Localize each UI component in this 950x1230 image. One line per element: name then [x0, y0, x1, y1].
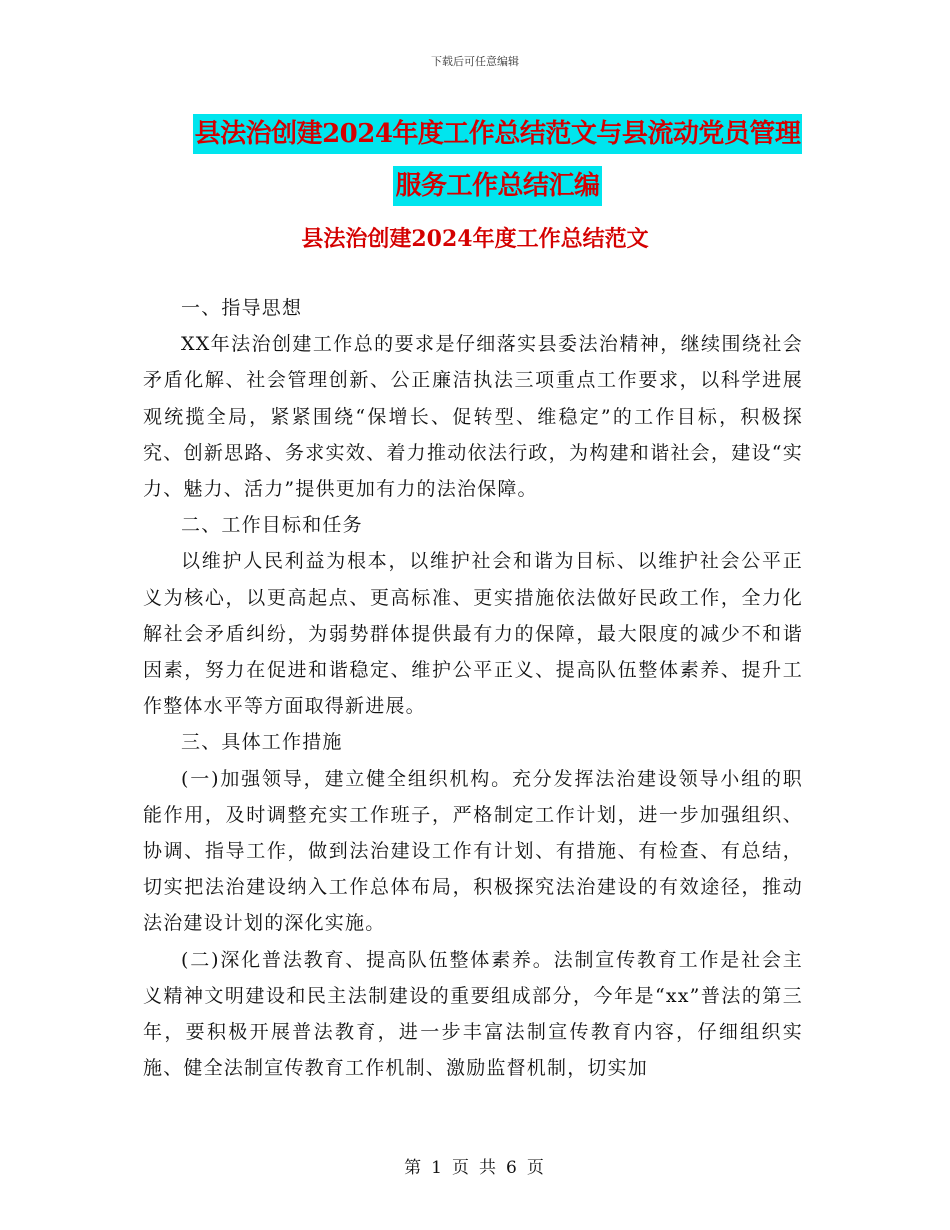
section-title: 县法治创建2024年度工作总结范文 — [301, 226, 649, 252]
footer-total-number: 6 — [506, 1158, 519, 1178]
heading-specific-measures: 三、具体工作措施 — [181, 731, 343, 754]
page-footer — [0, 1153, 950, 1178]
footer-total-unit: 页 — [526, 1158, 546, 1178]
body-text — [143, 290, 803, 1086]
heading-goals-and-tasks: 二、工作目标和任务 — [181, 514, 363, 537]
footer-page-label: 第 — [404, 1158, 424, 1178]
paragraph: (一)加强领导，建立健全组织机构。充分发挥法治建设领导小组的职能作用，及时调整充实工作班子，严格制定工作计划，进一步加强组织、协调、指导工作，做到法治建设工作有计划、有措施、有检查、有总结，切实把法治建设纳入工作总体布局，积极探究法治建设的有效途径，推动法治建设计划的深化实施。 — [143, 767, 803, 935]
footer-page-number: 1 — [431, 1158, 444, 1178]
paragraph: 以维护人民利益为根本，以维护社会和谐为目标、以维护社会公平正义为核心，以更高起点、更高标准、更实措施依法做好民政工作，全力化解社会矛盾纠纷，为弱势群体提供最有力的保障，最大限度的减少不和谐因素，努力在促进和谐稳定、维护公平正义、提高队伍整体素养、提升工作整体水平等方面取得新进展。 — [143, 550, 803, 718]
footer-total-label: 共 — [479, 1158, 498, 1178]
paragraph: XX年法治创建工作总的要求是仔细落实县委法治精神，继续围绕社会矛盾化解、社会管理创新、公正廉洁执法三项重点工作要求，以科学进展观统揽全局，紧紧围绕“保增长、促转型、维稳定”的工作目标，积极探究、创新思路、务求实效、着力推动依法行政，为构建和谐社会，建设“实力、魅力、活力”提供更加有力的法治保障。 — [143, 333, 803, 501]
document-title-line-1: 县法治创建2024年度工作总结范文与县流动党员管理 — [193, 114, 803, 154]
footer-page-unit: 页 — [452, 1158, 471, 1178]
header-note: 下载后可任意编辑 — [431, 55, 519, 68]
document-title — [0, 108, 950, 212]
document-title-line-2: 服务工作总结汇编 — [393, 166, 601, 206]
heading-guiding-ideology: 一、指导思想 — [181, 297, 303, 319]
paragraph: (二)深化普法教育、提高队伍整体素养。法制宣传教育工作是社会主义精神文明建设和民主法制建设的重要组成部分，今年是“xx”普法的第三年，要积极开展普法教育，进一步丰富法制宣传教育内容，仔细组织实施、健全法制宣传教育工作机制、激励监督机制，切实加 — [143, 948, 803, 1080]
